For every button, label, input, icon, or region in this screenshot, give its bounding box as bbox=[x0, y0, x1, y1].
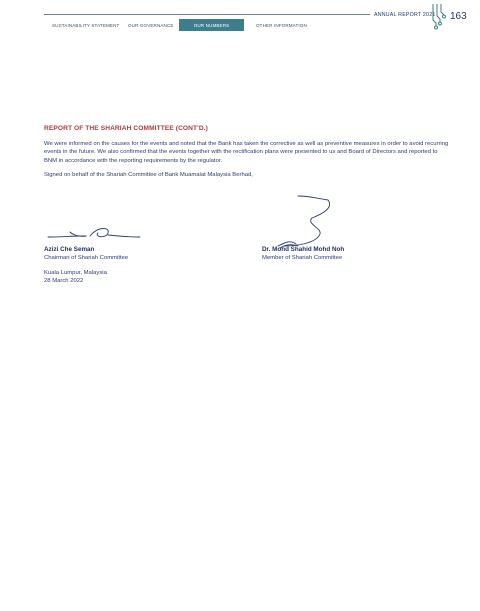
nav-our-numbers[interactable]: OUR NUMBERS bbox=[179, 19, 244, 31]
report-paragraph: We were informed on the causes for the events and noted that the Bank has taken the corrective as well as preventive measures in order to avoid recurring events in the future. We also confirmed that the events together with the rectification plans were presented to us and Board of Directors and reported to BNM in accordance with the reporting requirements by the regulator. bbox=[44, 141, 449, 164]
nav-our-governance[interactable]: OUR GOVERNANCE bbox=[128, 22, 174, 28]
signed-on-behalf-text: Signed on behalf of the Shariah Committee of Bank Muamalat Malaysia Berhad, bbox=[44, 172, 253, 178]
nav-other-information[interactable]: OTHER INFORMATION bbox=[256, 22, 307, 28]
location: Kuala Lumpur, Malaysia bbox=[44, 270, 107, 276]
section-title: REPORT OF THE SHARIAH COMMITTEE (CONT'D.) bbox=[44, 125, 208, 132]
signatory-1-name: Azizi Che Seman bbox=[44, 246, 95, 253]
signatory-2-name: Dr. Mohd Shahid Mohd Noh bbox=[262, 246, 345, 253]
page-number: 163 bbox=[450, 11, 467, 22]
member-signature bbox=[276, 194, 336, 252]
circuit-decoration-icon bbox=[429, 4, 447, 30]
header-rule bbox=[44, 14, 370, 15]
chairman-signature bbox=[46, 224, 142, 244]
signatory-1-role: Chairman of Shariah Committee bbox=[44, 255, 129, 261]
signatory-2-role: Member of Shariah Committee bbox=[262, 255, 343, 261]
date: 28 March 2022 bbox=[44, 278, 84, 284]
nav-sustainability-statement[interactable]: SUSTAINABILITY STATEMENT bbox=[52, 22, 120, 28]
annual-report-label: ANNUAL REPORT 2021 bbox=[374, 12, 436, 18]
